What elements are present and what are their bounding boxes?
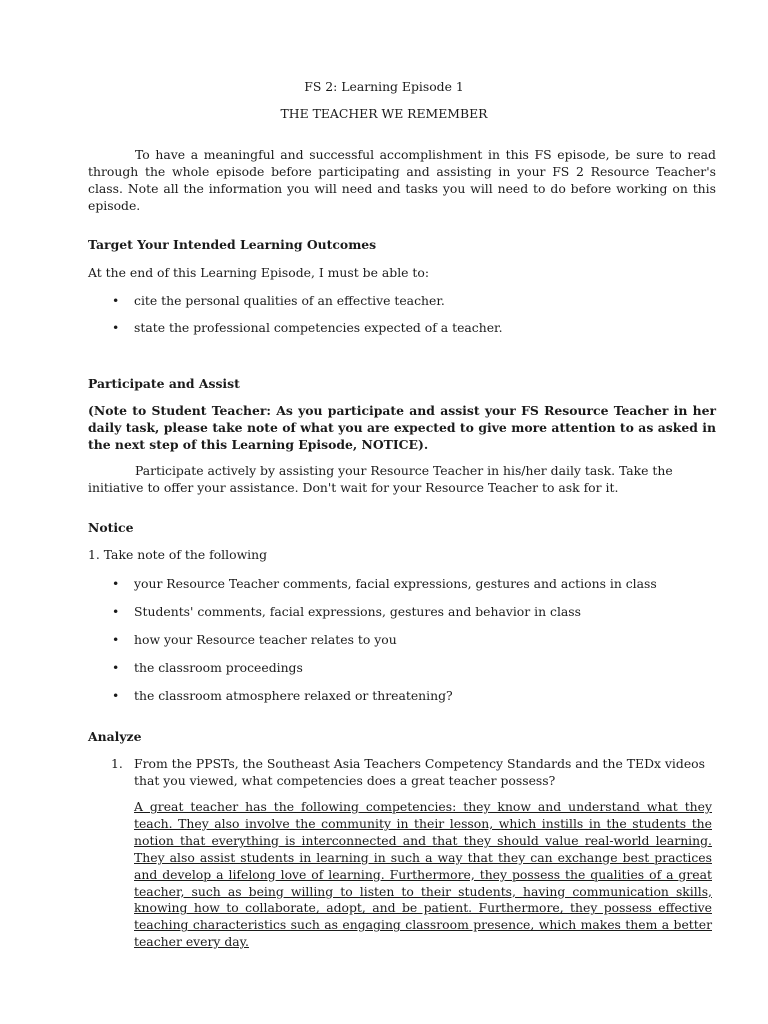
analyze-heading: Analyze: [88, 729, 142, 744]
episode-subtitle: THE TEACHER WE REMEMBER: [280, 106, 488, 121]
notice-item: • your Resource Teacher comments, facial expressions, gestures and actions in class: [134, 575, 714, 592]
outcome-item: • state the professional competencies expected of a teacher.: [134, 319, 714, 336]
outcomes-lead: At the end of this Learning Episode, I must be able to:: [88, 265, 430, 280]
analyze-question: From the PPSTs, the Southeast Asia Teachers Competency Standards and the TEDx videos that you viewed, what competencies does a great teacher possess?: [134, 756, 705, 788]
notice-item: • the classroom atmosphere relaxed or threatening?: [134, 687, 714, 704]
notice-item: • how your Resource teacher relates to you: [134, 631, 714, 648]
outcome-item: • cite the personal qualities of an effective teacher.: [134, 292, 714, 309]
episode-title: FS 2: Learning Episode 1: [304, 79, 464, 94]
participate-heading: Participate and Assist: [88, 376, 240, 391]
notice-heading: Notice: [88, 520, 134, 535]
notice-item: • Students' comments, facial expressions, gestures and behavior in class: [134, 603, 714, 620]
intro-paragraph: To have a meaningful and successful accomplishment in this FS episode, be sure to read through the whole episode before participating and assisting in your FS 2 Resource Teacher's class. Note all the information you will need and tasks you will need to do before working on this episode.: [88, 147, 716, 213]
student-teacher-note: (Note to Student Teacher: As you participate and assist your FS Resource Teacher in her daily task, please take note of what you are expected to give more attention to as asked in the next step of this Learning Episode, NOTICE).: [88, 403, 716, 452]
notice-lead: 1. Take note of the following: [88, 547, 268, 562]
outcomes-heading: Target Your Intended Learning Outcomes: [88, 237, 377, 252]
notice-item: • the classroom proceedings: [134, 659, 714, 676]
participate-paragraph: Participate actively by assisting your Resource Teacher in his/her daily task. Take the initiative to offer your assistance. Don't wait for your Resource Teacher to ask for it.: [88, 463, 673, 495]
analyze-answer: A great teacher has the following competencies: they know and understand what they teach. They also involve the community in their lesson, which instills in the students the notion that everything is interconnected and that they should value real-world learning. They also assist students in learning in such a way that they can exchange best practices and develop a lifelong love of learning. Furthermore, they possess the qualities of a great teacher, such as being willing to listen to their students, having communication skills, knowing how to collaborate, adopt, and be patient. Furthermore, they possess effective teaching characteristics such as engaging classroom presence, which makes them a better teacher every day.: [134, 799, 712, 950]
question-number: 1.: [111, 756, 123, 771]
